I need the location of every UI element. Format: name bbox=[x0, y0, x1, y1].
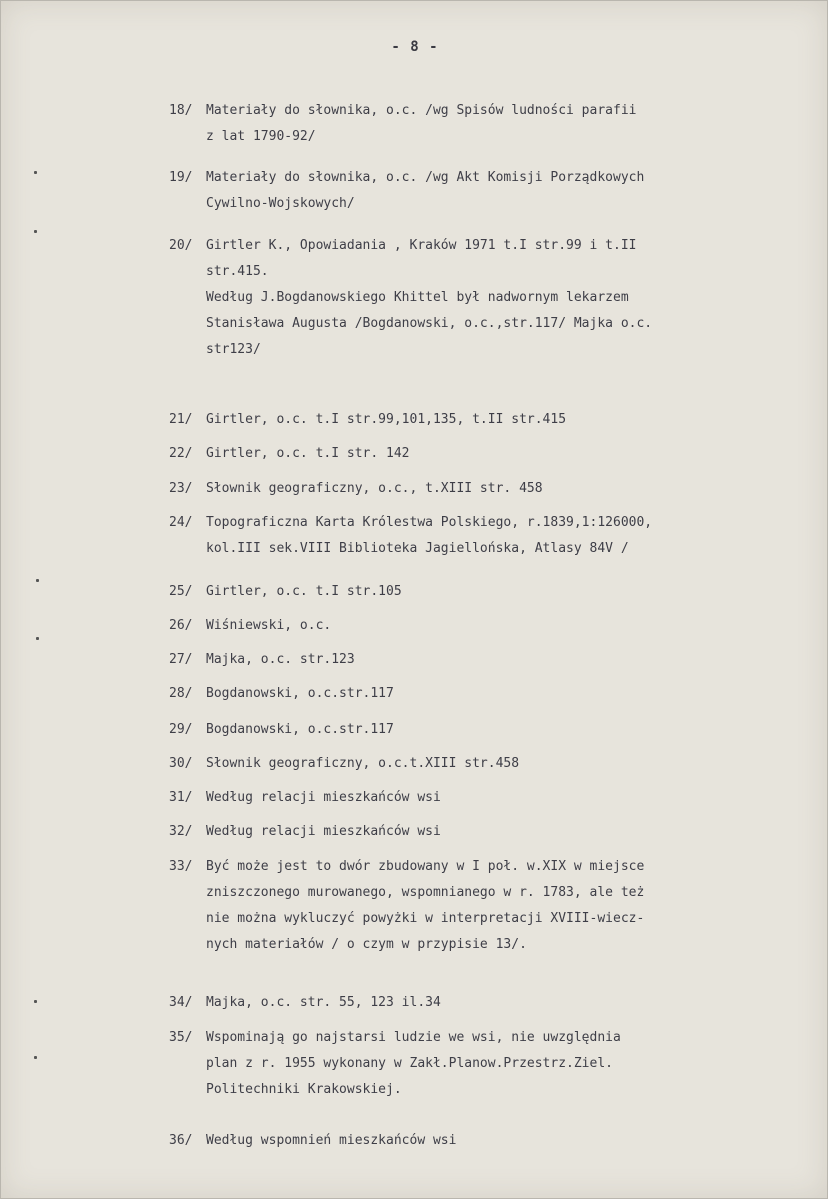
footnote-text: Według J.Bogdanowskiego Khittel był nadwornym lekarzem bbox=[206, 290, 629, 305]
footnote-22 bbox=[169, 441, 809, 467]
footnote-line bbox=[169, 407, 809, 433]
footnote-line bbox=[169, 98, 809, 124]
footnote-19 bbox=[169, 165, 809, 217]
footnote-text: Wiśniewski, o.c. bbox=[206, 618, 332, 633]
footnote-text: Girtler, o.c. t.I str.99,101,135, t.II str.415 bbox=[206, 412, 567, 427]
footnote-line bbox=[169, 233, 809, 259]
footnote-number: 36/ bbox=[169, 1133, 193, 1148]
footnote-number: 28/ bbox=[169, 686, 193, 701]
footnote-text: Być może jest to dwór zbudowany w I poł. w.XIX w miejsce bbox=[206, 859, 645, 874]
footnote-line bbox=[169, 476, 809, 502]
footnote-text: str.415. bbox=[206, 264, 269, 279]
footnote-27 bbox=[169, 647, 809, 673]
footnote-24 bbox=[169, 510, 809, 562]
footnote-text: Słownik geograficzny, o.c., t.XIII str. 458 bbox=[206, 481, 543, 496]
footnote-line bbox=[169, 311, 809, 337]
footnote-number: 25/ bbox=[169, 584, 193, 599]
margin-mark bbox=[36, 579, 39, 582]
margin-mark bbox=[34, 230, 37, 233]
footnote-18 bbox=[169, 98, 809, 150]
footnote-number: 31/ bbox=[169, 790, 193, 805]
footnote-line bbox=[169, 1077, 809, 1103]
footnote-line bbox=[169, 717, 809, 743]
footnote-23 bbox=[169, 476, 809, 502]
footnote-line bbox=[169, 579, 809, 605]
page-number: - 8 - bbox=[391, 39, 439, 55]
footnote-line bbox=[169, 441, 809, 467]
footnote-29 bbox=[169, 717, 809, 743]
footnote-text: nych materiałów / o czym w przypisie 13/. bbox=[206, 937, 527, 952]
footnote-20 bbox=[169, 233, 809, 363]
margin-mark bbox=[34, 171, 37, 174]
footnote-text: plan z r. 1955 wykonany w Zakł.Planow.Przestrz.Ziel. bbox=[206, 1056, 613, 1071]
footnote-number: 21/ bbox=[169, 412, 193, 427]
footnote-text: str123/ bbox=[206, 342, 261, 357]
footnote-line bbox=[169, 259, 809, 285]
footnote-line bbox=[169, 681, 809, 707]
footnote-line bbox=[169, 536, 809, 562]
footnote-line bbox=[169, 1128, 809, 1154]
footnote-line bbox=[169, 819, 809, 845]
footnote-line bbox=[169, 906, 809, 932]
footnote-number: 29/ bbox=[169, 722, 193, 737]
footnote-text: Stanisława Augusta /Bogdanowski, o.c.,str.117/ Majka o.c. bbox=[206, 316, 653, 331]
footnote-text: Według relacji mieszkańców wsi bbox=[206, 824, 441, 839]
footnote-36 bbox=[169, 1128, 809, 1154]
footnote-number: 24/ bbox=[169, 515, 193, 530]
footnote-text: Wspominają go najstarsi ludzie we wsi, nie uwzględnia bbox=[206, 1030, 621, 1045]
footnote-text: Topograficzna Karta Królestwa Polskiego, r.1839,1:126000, bbox=[206, 515, 653, 530]
footnote-text: Cywilno-Wojskowych/ bbox=[206, 196, 355, 211]
footnote-line bbox=[169, 510, 809, 536]
footnote-line bbox=[169, 613, 809, 639]
footnote-text: z lat 1790-92/ bbox=[206, 129, 316, 144]
margin-mark bbox=[34, 1056, 37, 1059]
footnote-text: Majka, o.c. str. 55, 123 il.34 bbox=[206, 995, 441, 1010]
footnote-text: Majka, o.c. str.123 bbox=[206, 652, 355, 667]
margin-mark bbox=[34, 1000, 37, 1003]
footnote-32 bbox=[169, 819, 809, 845]
footnote-30 bbox=[169, 751, 809, 777]
footnote-line bbox=[169, 785, 809, 811]
footnote-text: Bogdanowski, o.c.str.117 bbox=[206, 686, 394, 701]
footnote-text: Girtler, o.c. t.I str. 142 bbox=[206, 446, 410, 461]
footnote-line bbox=[169, 751, 809, 777]
footnote-33 bbox=[169, 854, 809, 958]
footnote-number: 22/ bbox=[169, 446, 193, 461]
footnote-31 bbox=[169, 785, 809, 811]
footnote-text: Według relacji mieszkańców wsi bbox=[206, 790, 441, 805]
footnote-text: Materiały do słownika, o.c. /wg Akt Komisji Porządkowych bbox=[206, 170, 645, 185]
footnote-number: 20/ bbox=[169, 238, 193, 253]
footnote-number: 27/ bbox=[169, 652, 193, 667]
footnote-number: 32/ bbox=[169, 824, 193, 839]
footnote-line bbox=[169, 337, 809, 363]
footnote-number: 30/ bbox=[169, 756, 193, 771]
footnote-21 bbox=[169, 407, 809, 433]
footnote-number: 19/ bbox=[169, 170, 193, 185]
footnote-line bbox=[169, 990, 809, 1016]
footnote-line bbox=[169, 880, 809, 906]
footnote-line bbox=[169, 932, 809, 958]
margin-mark bbox=[36, 637, 39, 640]
footnote-text: kol.III sek.VIII Biblioteka Jagiellońska, Atlasy 84V / bbox=[206, 541, 629, 556]
footnote-text: zniszczonego murowanego, wspomnianego w r. 1783, ale też bbox=[206, 885, 645, 900]
footnote-35 bbox=[169, 1025, 809, 1103]
footnote-text: nie można wykluczyć powyżki w interpretacji XVIII-wiecz- bbox=[206, 911, 645, 926]
footnote-26 bbox=[169, 613, 809, 639]
footnote-text: Słownik geograficzny, o.c.t.XIII str.458 bbox=[206, 756, 520, 771]
footnote-25 bbox=[169, 579, 809, 605]
footnote-text: Girtler, o.c. t.I str.105 bbox=[206, 584, 402, 599]
footnote-number: 26/ bbox=[169, 618, 193, 633]
footnote-number: 34/ bbox=[169, 995, 193, 1010]
footnote-line bbox=[169, 647, 809, 673]
footnote-line bbox=[169, 1025, 809, 1051]
footnote-34 bbox=[169, 990, 809, 1016]
footnote-text: Girtler K., Opowiadania , Kraków 1971 t.I str.99 i t.II bbox=[206, 238, 637, 253]
footnote-line bbox=[169, 124, 809, 150]
footnote-line bbox=[169, 285, 809, 311]
footnote-28 bbox=[169, 681, 809, 707]
footnote-line bbox=[169, 191, 809, 217]
footnote-text: Bogdanowski, o.c.str.117 bbox=[206, 722, 394, 737]
footnote-line bbox=[169, 854, 809, 880]
footnote-number: 33/ bbox=[169, 859, 193, 874]
footnote-text: Politechniki Krakowskiej. bbox=[206, 1082, 402, 1097]
footnote-text: Według wspomnień mieszkańców wsi bbox=[206, 1133, 457, 1148]
footnote-number: 18/ bbox=[169, 103, 193, 118]
footnote-number: 23/ bbox=[169, 481, 193, 496]
footnote-text: Materiały do słownika, o.c. /wg Spisów ludności parafii bbox=[206, 103, 637, 118]
footnote-number: 35/ bbox=[169, 1030, 193, 1045]
footnote-line bbox=[169, 165, 809, 191]
footnote-line bbox=[169, 1051, 809, 1077]
